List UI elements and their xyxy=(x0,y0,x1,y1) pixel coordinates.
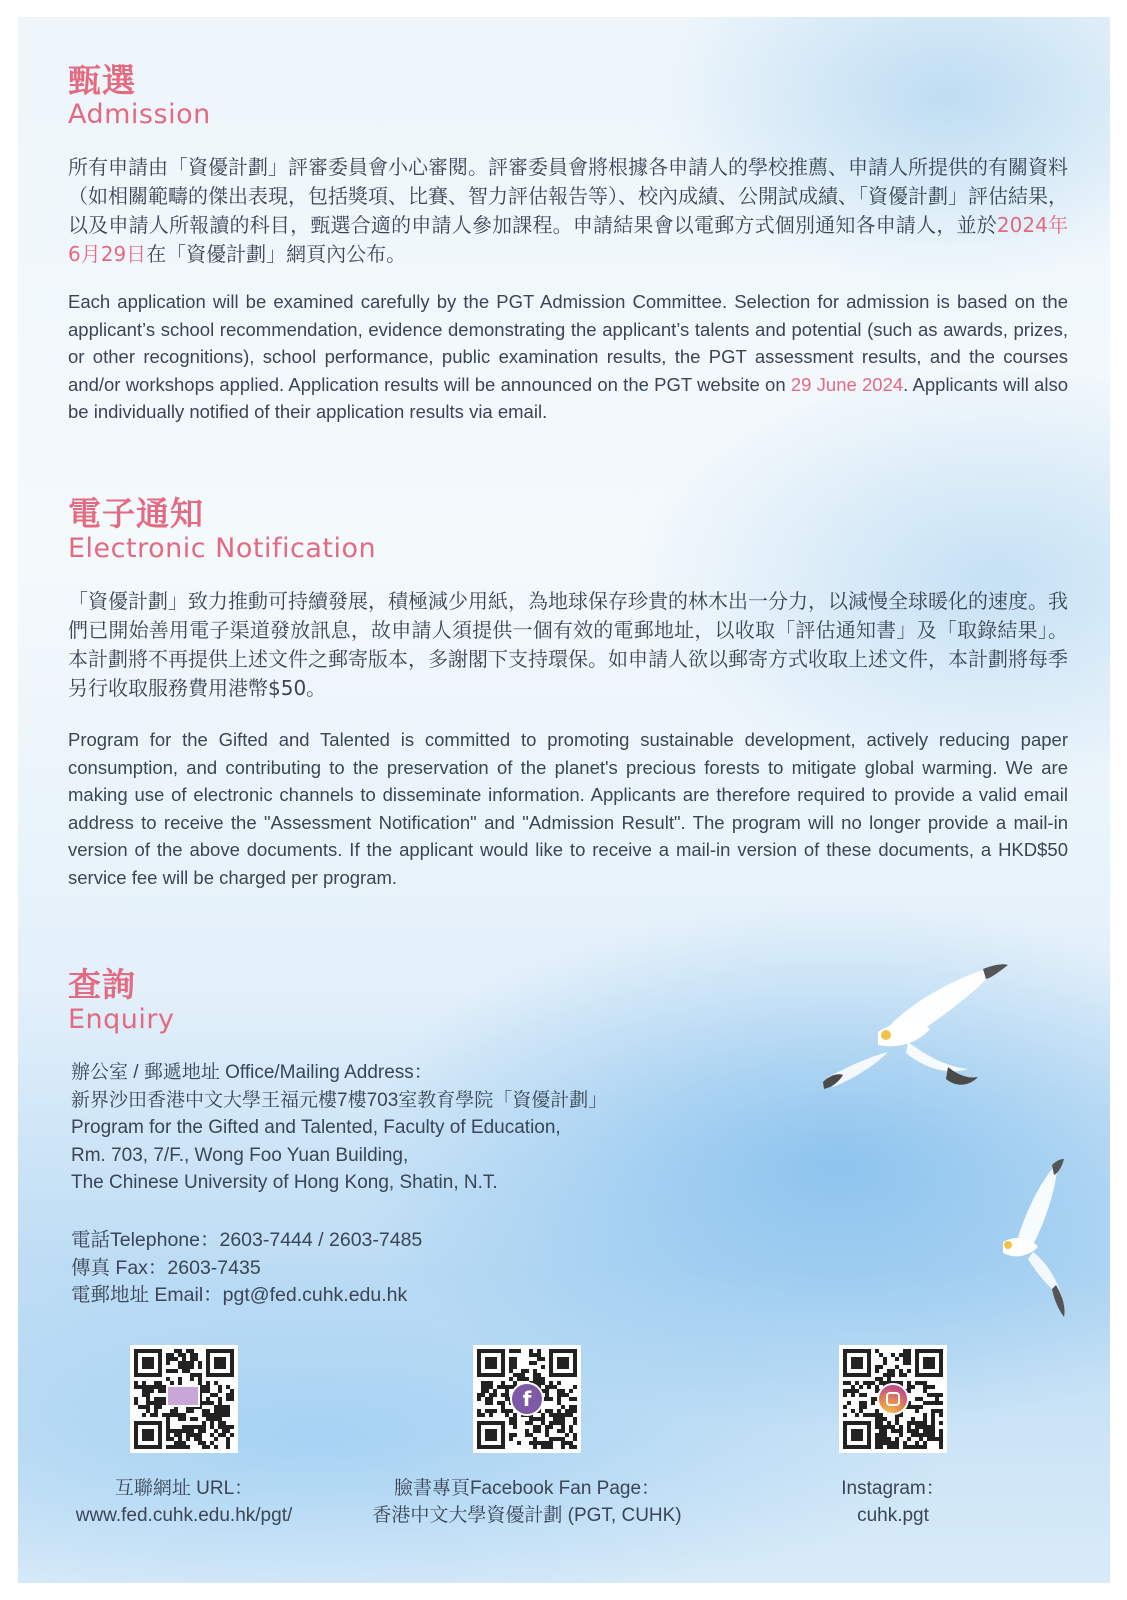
admission-text-en-end: . Applicants will also be individually notified of their application results via email. xyxy=(68,373,1068,422)
seagull-small-illustration xyxy=(978,1157,1088,1327)
email: 電郵地址 Email：pgt@fed.cuhk.edu.hk xyxy=(71,1284,408,1306)
instagram-icon xyxy=(877,1383,909,1415)
notification-paragraph-en: Program for the Gifted and Talented is committed to promoting sustainable development, actively reducing paper consumption, and contributing to the preservation of the planet's precious forests to mitigate global warming. We are making use of electronic channels to disseminate information. Applicants are therefore required to provide a valid email address to receive the "Assessment Notification" and "Admission Result". The program will no longer provide a mail-in version of the above documents. If the applicant would like to receive a mail-in version of these documents, a HKD$50 service fee will be charged per program. xyxy=(68,729,1068,888)
facebook-icon: f xyxy=(510,1382,544,1416)
contact-details xyxy=(71,1227,422,1310)
qr-code-instagram[interactable] xyxy=(839,1345,947,1453)
instagram-label: Instagram： xyxy=(841,1478,945,1499)
qr-code-facebook[interactable] xyxy=(473,1345,581,1453)
admission-text-en: Each application will be examined carefully by the PGT Admission Committee. Selection for admission is based on the applicant’s school recommendation, evidence demonstrating the applicant’s talents and potential (such as awards, prizes, or other recognitions), school performance, public examination results, the PGT assessment results, and the courses and/or workshops applied. Application results will be announced on the PGT website on xyxy=(68,291,1068,395)
instagram-value[interactable]: cuhk.pgt xyxy=(857,1505,929,1526)
admission-heading-en: Admission xyxy=(68,99,211,130)
qr-instagram-label xyxy=(798,1475,988,1529)
address-en-line-3: The Chinese University of Hong Kong, Shatin, N.T. xyxy=(71,1172,498,1193)
address-en-line-2: Rm. 703, 7/F., Wong Foo Yuan Building, xyxy=(71,1144,409,1166)
telephone: 電話Telephone：2603-7444 / 2603-7485 xyxy=(71,1229,423,1251)
address-label: 辦公室 / 郵遞地址 Office/Mailing Address： xyxy=(71,1062,433,1083)
url-value[interactable]: www.fed.cuhk.edu.hk/pgt/ xyxy=(75,1505,293,1526)
admission-heading-zh: 甄選 xyxy=(68,61,136,100)
qr-facebook-label xyxy=(342,1475,712,1529)
address-en-line-1: Program for the Gifted and Talented, Faculty of Education, xyxy=(71,1117,561,1138)
enquiry-heading-en: Enquiry xyxy=(68,1004,175,1035)
admission-text-zh-end: 在「資優計劃」網頁內公布。 xyxy=(146,242,407,266)
admission-text-zh: 所有申請由「資優計劃」評審委員會小心審閱。評審委員會將根據各申請人的學校推薦、申請人所提供的有關資料（如相關範疇的傑出表現，包括獎項、比賽、智力評估報告等）、校內成績、公開試成績、「資優計劃」評估結果，以及申請人所報讀的科目，甄選合適的申請人參加課程。申請結果會以電郵方式個別通知各申請人，並於 xyxy=(68,155,1068,237)
admission-paragraph-en xyxy=(68,288,1068,426)
notification-heading-en: Electronic Notification xyxy=(68,533,377,564)
notification-paragraph-zh: 「資優計劃」致力推動可持續發展，積極減少用紙，為地球保存珍貴的林木出一分力，以減慢全球暖化的速度。我們已開始善用電子渠道發放訊息，故申請人須提供一個有效的電郵地址，以收取「評估通知書」及「取錄結果」。本計劃將不再提供上述文件之郵寄版本，多謝閣下支持環保。如申請人欲以郵寄方式收取上述文件，本計劃將每季另行收取服務費用港幣$50。 xyxy=(68,589,1068,700)
pgt-logo-icon xyxy=(166,1385,200,1407)
qr-url-label xyxy=(74,1475,294,1529)
qr-code-url[interactable] xyxy=(130,1345,238,1453)
facebook-value[interactable]: 香港中文大學資優計劃 (PGT, CUHK) xyxy=(372,1505,682,1526)
url-label: 互聯網址 URL： xyxy=(114,1478,254,1499)
announcement-date-en: 29 June 2024 xyxy=(790,373,904,395)
notification-heading-zh: 電子通知 xyxy=(68,494,204,533)
admission-paragraph-zh xyxy=(68,153,1068,269)
qr-facebook-block xyxy=(342,1345,712,1529)
mailing-address xyxy=(71,1059,607,1197)
brochure-page xyxy=(18,17,1110,1583)
announcement-date-zh: 2024年6月29日 xyxy=(68,213,1068,266)
qr-url-block xyxy=(74,1345,294,1529)
address-zh: 新界沙田香港中文大學王福元樓7樓703室教育學院「資優計劃」 xyxy=(71,1089,608,1111)
fax: 傳真 Fax：2603-7435 xyxy=(71,1256,261,1279)
qr-instagram-block xyxy=(798,1345,988,1529)
enquiry-heading-zh: 查詢 xyxy=(68,965,136,1004)
facebook-label: 臉書專頁Facebook Fan Page： xyxy=(393,1478,661,1499)
seagull-illustration xyxy=(808,957,1018,1107)
